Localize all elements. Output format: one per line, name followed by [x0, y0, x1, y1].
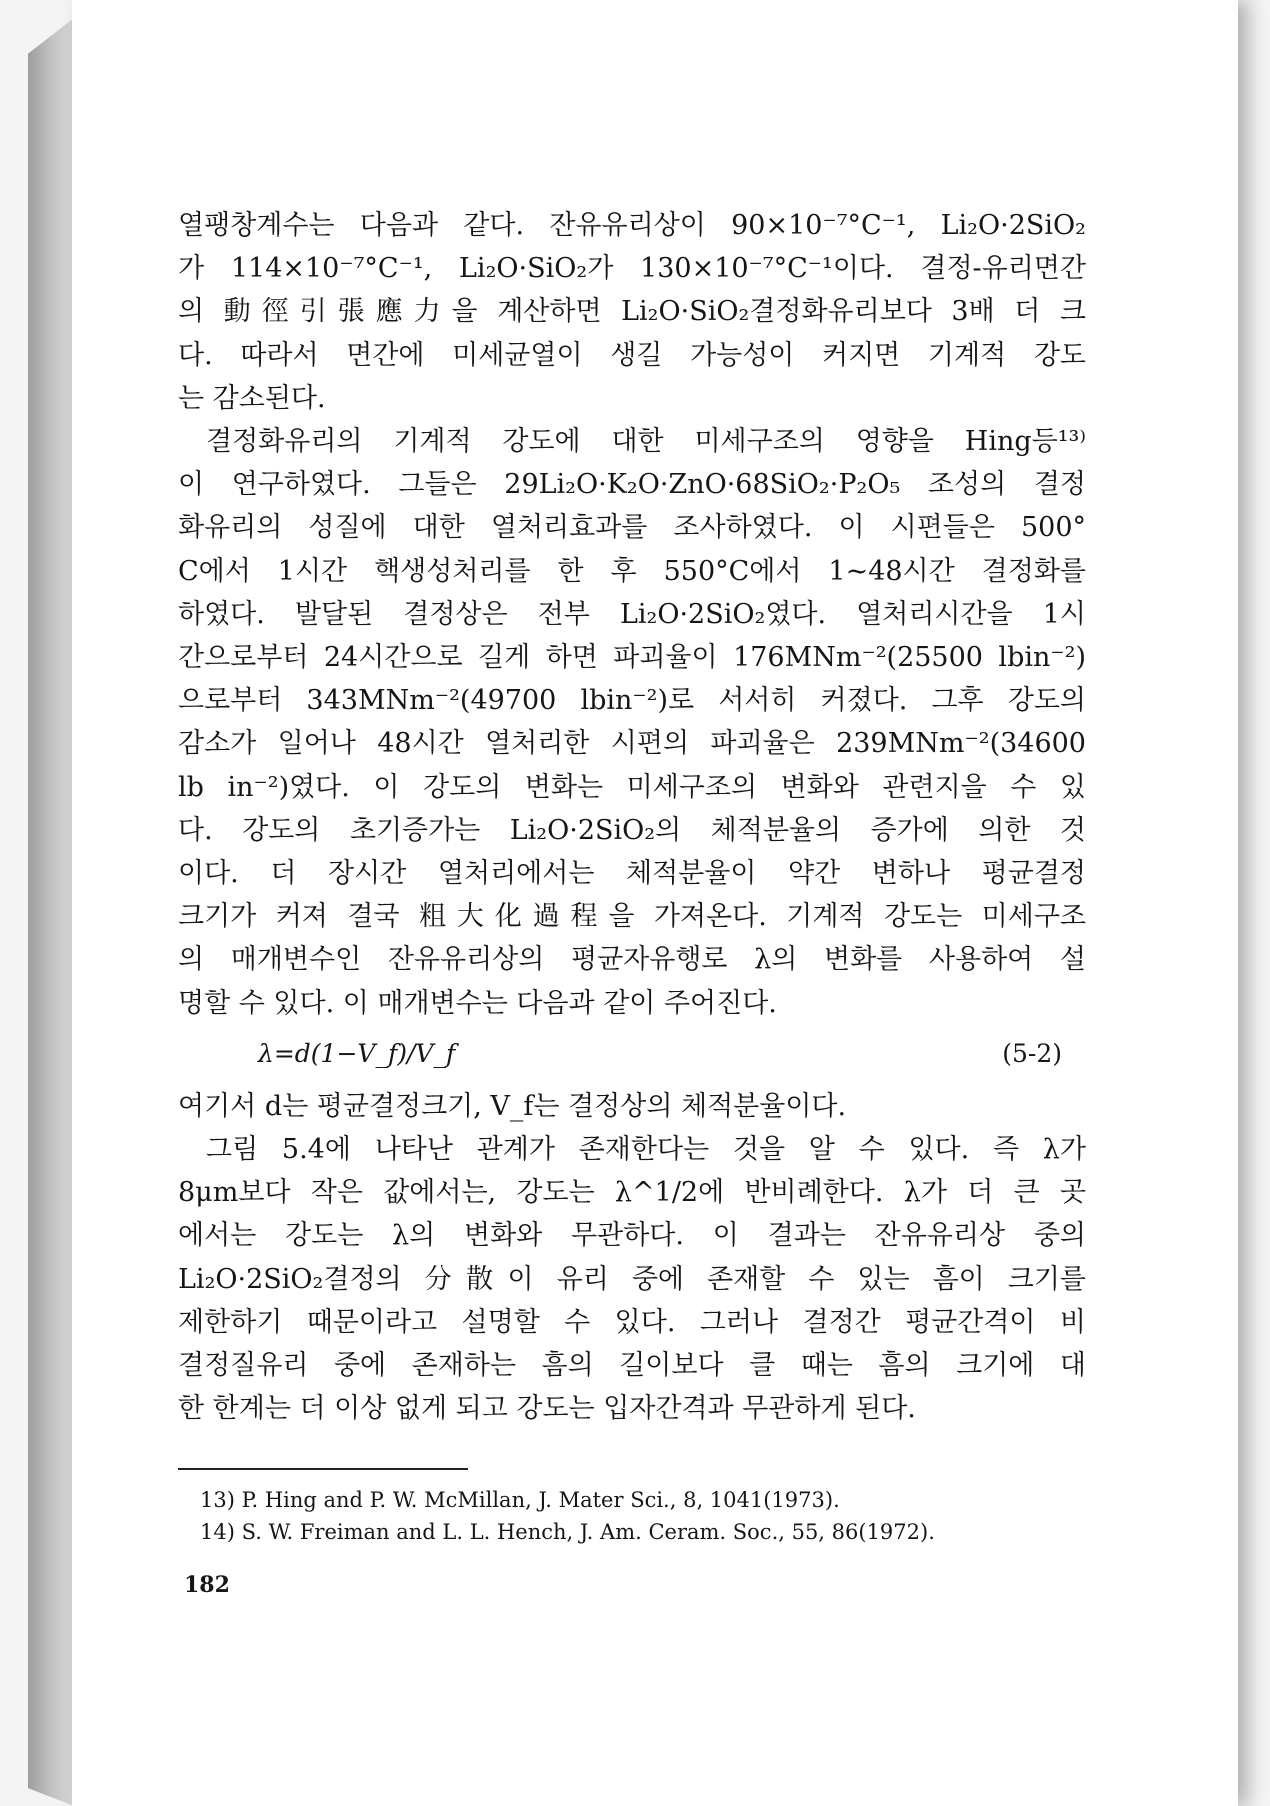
text-line: 명할 수 있다. 이 매개변수는 다음과 같이 주어진다.	[178, 987, 777, 1019]
text-line: 크기가 커져 결국 粗大化過程을 가져온다. 기계적 강도는 미세구조	[178, 901, 1086, 933]
text-line: 열팽창계수는 다음과 같다. 잔유유리상이 90×10⁻⁷°C⁻¹, Li₂O·2SiO₂	[178, 210, 1086, 241]
equation-formula: λ=d(1−V_f)/V_f	[258, 1038, 456, 1068]
paragraph-4	[178, 1128, 1086, 1430]
text-line: Li₂O·2SiO₂결정의 分散이 유리 중에 존재할 수 있는 흠이 크기를	[178, 1263, 1086, 1295]
text-line: 이다. 더 장시간 열처리에서는 체적분율이 약간 변하나 평균결정	[178, 858, 1086, 890]
text-line: 다. 따라서 면간에 미세균열이 생길 가능성이 커지면 기계적 강도	[178, 339, 1086, 371]
text-line: C에서 1시간 핵생성처리를 한 후 550°C에서 1∼48시간 결정화를	[178, 555, 1086, 587]
text-line: lb in⁻²)였다. 이 강도의 변화는 미세구조의 변화와 관련지을 수 있	[178, 771, 1086, 803]
text-line: 한 한계는 더 이상 없게 되고 강도는 입자간격과 무관하게 된다.	[178, 1393, 916, 1425]
footnote-13: 13) P. Hing and P. W. McMillan, J. Mater Sci., 8, 1041(1973).	[200, 1488, 840, 1512]
text-line: 제한하기 때문이라고 설명할 수 있다. 그러나 결정간 평균간격이 비	[178, 1306, 1086, 1338]
book-spine-edge	[28, 18, 74, 1806]
paragraph-1	[178, 204, 1086, 420]
text-line: 하였다. 발달된 결정상은 전부 Li₂O·2SiO₂였다. 열처리시간을 1시	[178, 598, 1086, 630]
text-line: 8μm보다 작은 값에서는, 강도는 λ^1/2에 반비례한다. λ가 더 큰 곳	[178, 1177, 1086, 1209]
text-line: 여기서 d는 평균결정크기, V_f는 결정상의 체적분율이다.	[178, 1090, 847, 1122]
text-line: 간으로부터 24시간으로 길게 하면 파괴율이 176MNm⁻²(25500 lbin⁻²)	[178, 642, 1086, 674]
text-line: 의 매개변수인 잔유유리상의 평균자유행로 λ의 변화를 사용하여 설	[178, 944, 1086, 976]
footnote-14: 14) S. W. Freiman and L. L. Hench, J. Am. Ceram. Soc., 55, 86(1972).	[200, 1520, 935, 1544]
paragraph-3	[178, 1085, 1086, 1128]
page-number: 182	[184, 1572, 230, 1598]
text-line: 감소가 일어나 48시간 열처리한 시편의 파괴율은 239MNm⁻²(34600	[178, 728, 1086, 760]
text-line: 그림 5.4에 나타난 관계가 존재한다는 것을 알 수 있다. 즉 λ가	[206, 1134, 1086, 1166]
text-line: 는 감소된다.	[178, 382, 326, 414]
text-line: 이 연구하였다. 그들은 29Li₂O·K₂O·ZnO·68SiO₂·P₂O₅ 조성의 결정	[178, 469, 1086, 501]
text-line: 다. 강도의 초기증가는 Li₂O·2SiO₂의 체적분율의 증가에 의한 것	[178, 814, 1086, 846]
text-line: 결정질유리 중에 존재하는 흠의 길이보다 클 때는 흠의 크기에 대	[178, 1350, 1086, 1382]
equation-number: (5-2)	[1002, 1038, 1062, 1068]
footnote-divider	[178, 1468, 468, 1470]
body-text	[178, 204, 1086, 1430]
text-line: 화유리의 성질에 대한 열처리효과를 조사하였다. 이 시편들은 500°	[178, 512, 1086, 544]
text-line: 으로부터 343MNm⁻²(49700 lbin⁻²)로 서서히 커졌다. 그후 강도의	[178, 685, 1086, 717]
text-line: 에서는 강도는 λ의 변화와 무관하다. 이 결과는 잔유유리상 중의	[178, 1220, 1086, 1252]
text-line: 의 動徑引張應力을 계산하면 Li₂O·SiO₂결정화유리보다 3배 더 크	[178, 296, 1086, 328]
footnotes	[200, 1484, 1080, 1548]
text-line: 결정화유리의 기계적 강도에 대한 미세구조의 영향을 Hing등¹³⁾	[206, 426, 1086, 458]
equation-5-2	[178, 1029, 1086, 1081]
paragraph-2	[178, 420, 1086, 1025]
text-line: 가 114×10⁻⁷°C⁻¹, Li₂O·SiO₂가 130×10⁻⁷°C⁻¹이다. 결정-유리면간	[178, 253, 1086, 285]
